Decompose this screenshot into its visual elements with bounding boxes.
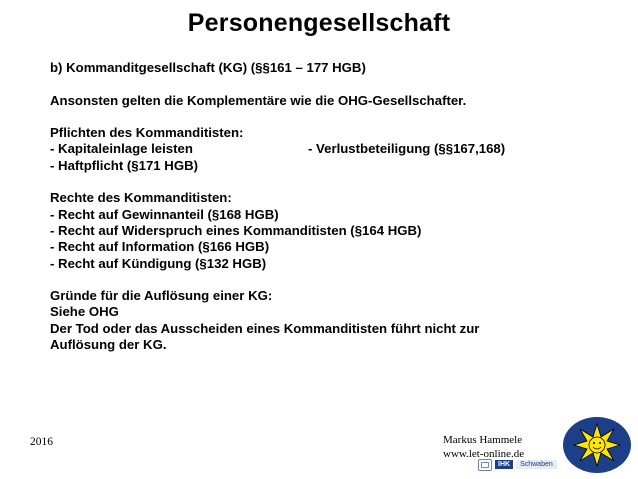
slide-title: Personengesellschaft	[187, 9, 451, 37]
footer-year: 2016	[30, 436, 53, 448]
dissolution-line: Der Tod oder das Ausscheiden eines Kommanditisten führt nicht zur	[50, 320, 480, 336]
intro-text: Ansonsten gelten die Komplementäre wie die OHG-Gesellschafter.	[50, 92, 467, 108]
spacer	[50, 272, 610, 288]
right-item: - Recht auf Kündigung (§132 HGB)	[50, 255, 267, 271]
ihk-logo	[478, 459, 557, 470]
spacer	[50, 76, 610, 92]
footer-author-block	[443, 433, 524, 461]
dissolution-heading: Gründe für die Auflösung einer KG:	[50, 288, 273, 304]
sun-eye-left	[593, 442, 595, 444]
right-item: - Recht auf Gewinnanteil (§168 HGB)	[50, 206, 279, 222]
rights-heading: Rechte des Kommanditisten:	[50, 190, 232, 206]
sun-eye-right	[599, 442, 601, 444]
ihk-label: IHK	[495, 460, 513, 469]
author-name: Markus Hammele	[443, 434, 523, 446]
duties-row	[50, 141, 610, 157]
duty-item: - Kapitaleinlage leisten	[50, 141, 193, 157]
slide-body	[50, 60, 610, 353]
duty-item: - Haftpflicht (§171 HGB)	[50, 157, 199, 173]
author-website[interactable]: www.let-online.de	[443, 448, 525, 460]
dissolution-line: Auflösung der KG.	[50, 337, 167, 353]
ihk-mark-icon	[478, 459, 492, 471]
ihk-region: Schwaben	[516, 460, 557, 469]
sun-logo-icon	[562, 415, 632, 475]
right-item: - Recht auf Widerspruch eines Kommanditisten (§164 HGB)	[50, 222, 422, 238]
right-item: - Recht auf Information (§166 HGB)	[50, 239, 270, 255]
dissolution-line: Siehe OHG	[50, 304, 119, 320]
spacer	[50, 109, 610, 125]
duties-heading: Pflichten des Kommanditisten:	[50, 125, 244, 141]
sun-face	[589, 437, 605, 453]
spacer	[50, 174, 610, 190]
duty-item: - Verlustbeteiligung (§§167,168)	[308, 141, 506, 157]
section-subtitle: b) Kommanditgesellschaft (KG) (§§161 – 177 HGB)	[50, 60, 366, 75]
